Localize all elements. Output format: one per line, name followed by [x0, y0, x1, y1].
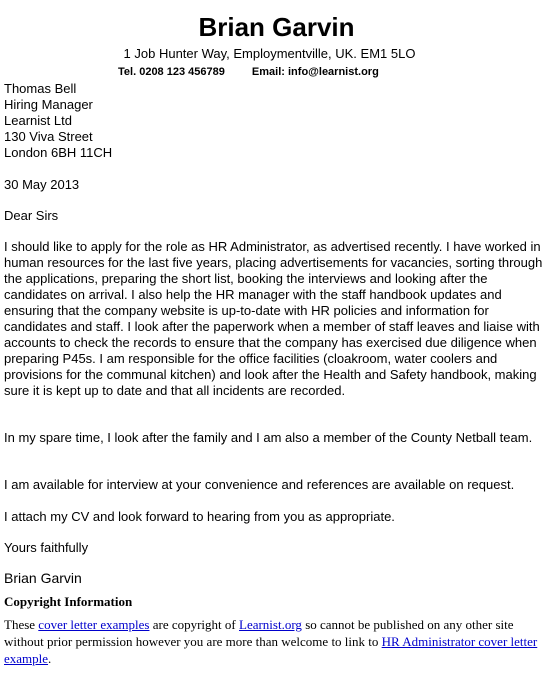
copyright-notice [4, 616, 552, 667]
recipient-address [4, 81, 112, 161]
salutation: Dear Sirs [4, 208, 59, 223]
tel-value: 0208 123 456789 [139, 66, 225, 78]
recipient-city: London 6BH 11CH [4, 145, 113, 160]
copyright-heading: Copyright Information [4, 594, 133, 609]
body-paragraph-1: I should like to apply for the role as HR Administrator, as advertised recently. I have worked in human resources for the last five years, placing advertisements for vacancies, sorting through the applications, preparing the short list, booking the interviews and looking after the candidates on arrival. I also help the HR manager with the staff handbook updates and ensuring that the company website is up-to-date with HR policies and information for candidates and staff. I look after the paperwork when a member of staff leaves and liaise with accounts to check the records to ensure that the company has exercised due diligence when preparing P45s. I am responsible for the office facilities (cloakroom, water coolers and provisions for the communal kitchen) and look after the Health and Safety handbook, making sure it is kept up to date and that all incidents are recorded. [4, 239, 543, 398]
recipient-street: 130 Viva Street [4, 129, 93, 144]
applicant-name: Brian Garvin [198, 12, 355, 42]
email-value: info@learnist.org [288, 66, 379, 78]
recipient-title: Hiring Manager [4, 97, 93, 112]
copyright-text-1: These [4, 617, 39, 632]
closing: Yours faithfully [4, 540, 89, 555]
recipient-name: Thomas Bell [4, 81, 77, 96]
contact-line [118, 65, 379, 79]
copyright-text-4: . [48, 651, 52, 666]
tel-label: Tel. [118, 66, 137, 78]
learnist-link[interactable]: Learnist.org [239, 617, 302, 632]
hr-administrator-example-link[interactable]: HR Administrator cover letter example [4, 634, 538, 666]
email-label: Email: [251, 66, 285, 78]
letter-date: 30 May 2013 [4, 177, 80, 192]
signature-name: Brian Garvin [4, 570, 82, 586]
recipient-company: Learnist Ltd [4, 113, 72, 128]
applicant-address: 1 Job Hunter Way, Employmentville, UK. EM1 5LO [123, 46, 416, 61]
body-paragraph-2: In my spare time, I look after the family and I am also a member of the County Netball team. [4, 430, 533, 445]
body-paragraph-4: I attach my CV and look forward to hearing from you as appropriate. [4, 509, 395, 524]
copyright-text-2: are copyright of [149, 617, 239, 632]
copyright-text-3: so cannot be published on any other site without prior permission however you are more than welcome to link to [4, 617, 514, 649]
body-paragraph-3: I am available for interview at your convenience and references are available on request. [4, 477, 515, 492]
cover-letter-examples-link[interactable]: cover letter examples [38, 617, 150, 632]
